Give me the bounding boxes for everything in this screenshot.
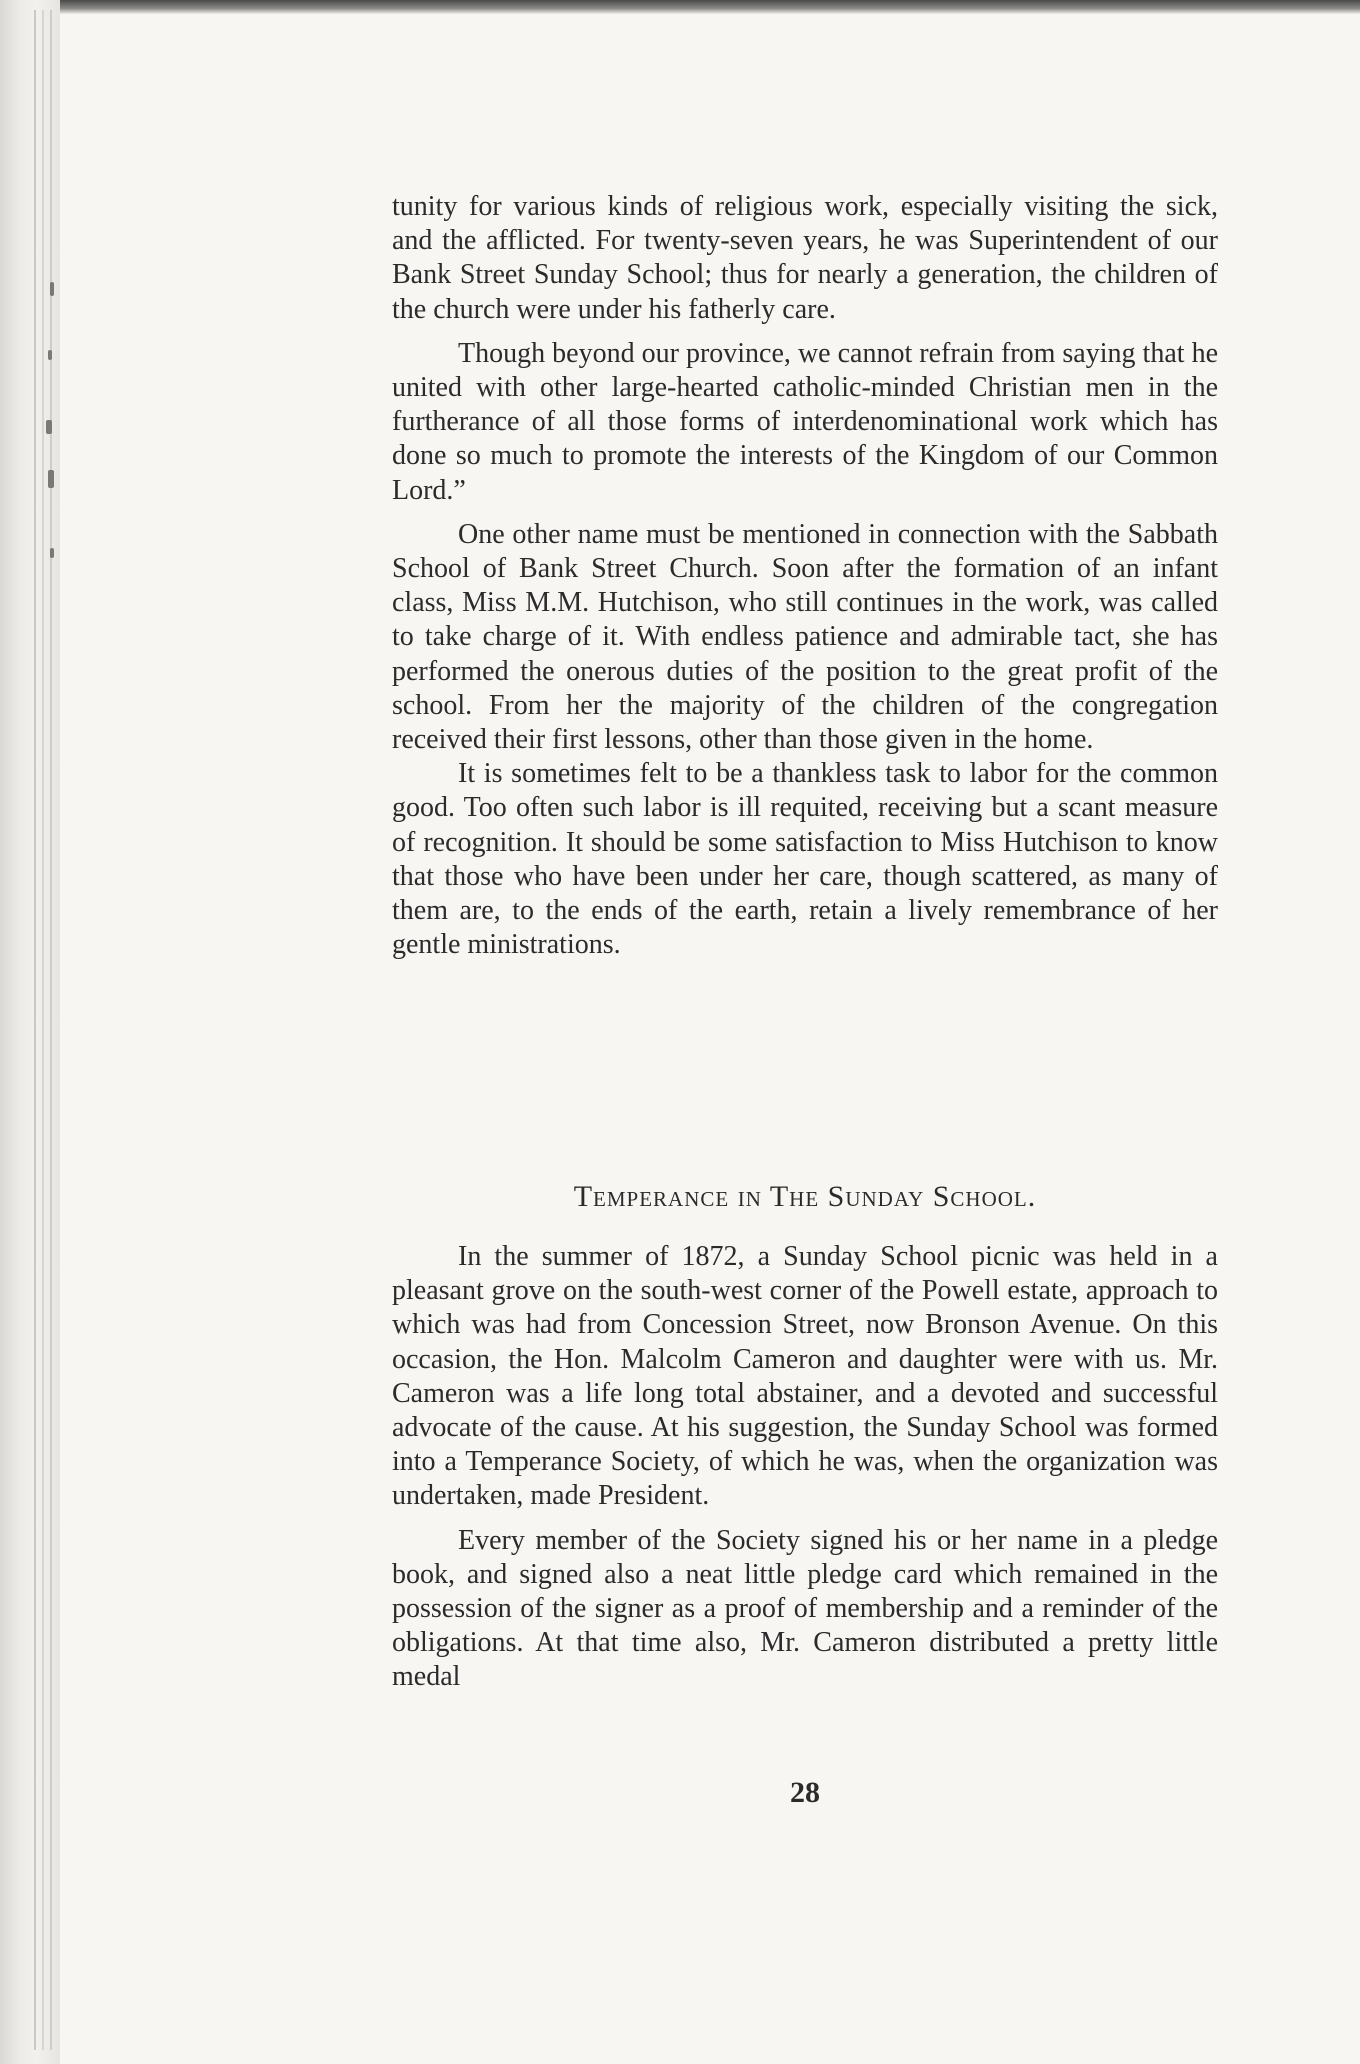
paragraph: Every member of the Society signed his or her name in a pledge book, and signed also a neat little pledge card which remained in the possession of the signer as a proof of membership and a reminder of the obligations. At that time also, Mr. Cameron distributed a pretty little medal xyxy=(392,1524,1218,1693)
margin-speck xyxy=(50,548,54,558)
spine-line xyxy=(50,10,52,2050)
book-spine-edge xyxy=(0,0,60,2064)
margin-speck xyxy=(48,350,52,360)
paragraph: In the summer of 1872, a Sunday School picnic was held in a pleasant grove on the south-west corner of the Powell estate, approach to which was had from Concession Street, now Bronson Avenue. On this occasion, the Hon. Malcolm Cameron and daughter were with us. Mr. Cameron was a life long total abstainer, and a devoted and successful advocate of the cause. At his suggestion, the Sunday School was formed into a Temperance Society, of which he was, when the organization was undertaken, made President. xyxy=(392,1241,1218,1512)
page-top-shadow xyxy=(60,0,1360,14)
spine-line xyxy=(34,10,36,2050)
paragraph: tunity for various kinds of religious work, especially visiting the sick, and the afflicted. For twenty-seven years, he was Superintendent of our Bank Street Sunday School; thus for nearly a generation, the children of the church were under his fatherly care. xyxy=(392,191,1218,325)
margin-speck xyxy=(48,470,54,488)
page-number: 28 xyxy=(790,1776,820,1809)
section-one-text xyxy=(392,190,1218,962)
section-two-text xyxy=(392,1240,1218,1695)
paragraph: It is sometimes felt to be a thankless task to labor for the common good. Too often such labor is ill requited, receiving but a scant measure of recognition. It should be some satisfaction to Miss Hutchison to know that those who have been under her care, though scattered, as many of them are, to the ends of the earth, retain a lively remembrance of her gentle ministrations. xyxy=(392,758,1218,961)
paragraph: One other name must be mentioned in connection with the Sabbath School of Bank Street Church. Soon after the formation of an infant class, Miss M.M. Hutchison, who still continues in the work, was called to take charge of it. With endless patience and admirable tact, she has performed the onerous duties of the position to the great profit of the school. From her the majority of the children of the congregation received their first lessons, other than those given in the home. xyxy=(392,518,1218,756)
paragraph: Though beyond our province, we cannot refrain from saying that he united with other large-hearted catholic-minded Christian men in the furtherance of all those forms of interdenominational work which has done so much to promote the interests of the Kingdom of our Common Lord.” xyxy=(392,337,1218,506)
section-heading: Temperance in The Sunday School. xyxy=(573,1180,1037,1213)
spine-line xyxy=(42,10,44,2050)
margin-speck xyxy=(50,282,54,296)
margin-speck xyxy=(46,420,52,434)
